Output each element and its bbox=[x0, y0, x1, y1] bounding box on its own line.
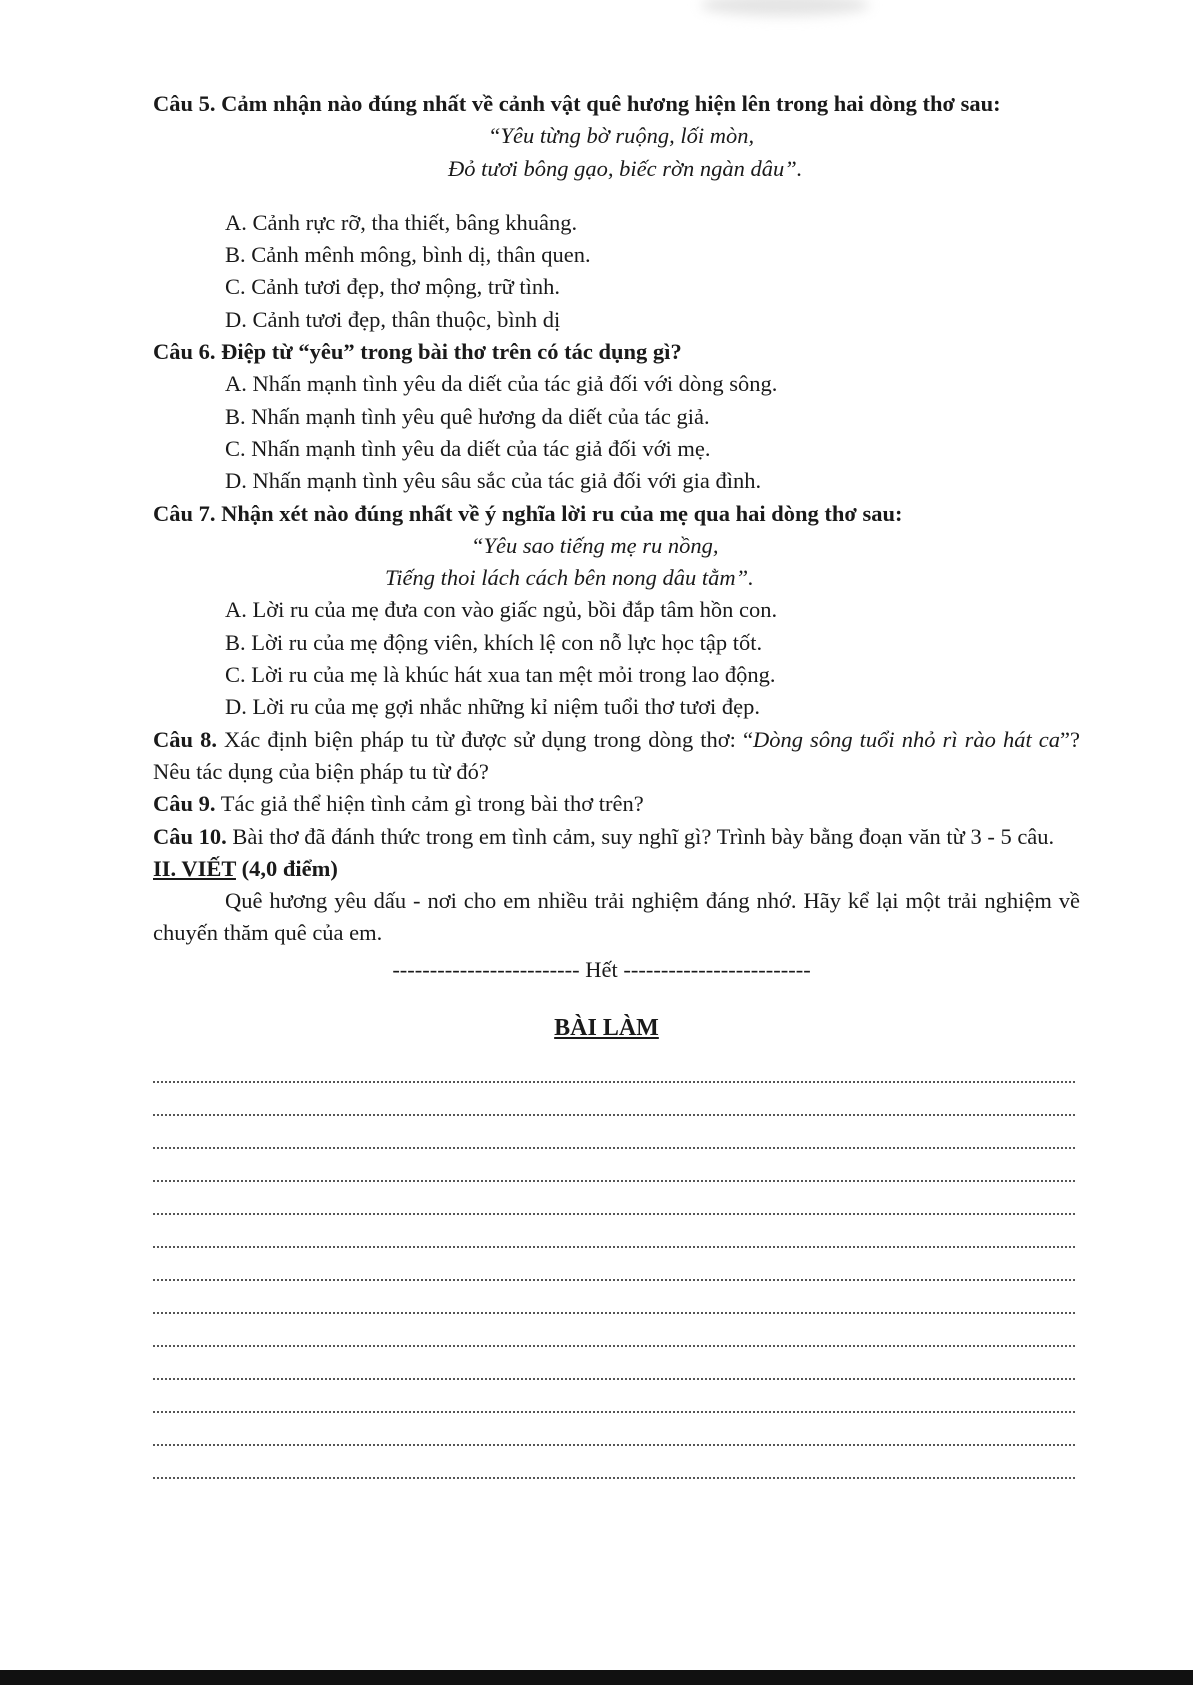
question-8-quote: Dòng sông tuổi nhỏ rì rào hát ca bbox=[752, 726, 1061, 752]
answer-line bbox=[153, 1083, 1075, 1116]
question-5-option-a: A. Cảnh rực rỡ, tha thiết, bâng khuâng. bbox=[225, 209, 578, 235]
answer-title: BÀI LÀM bbox=[554, 1015, 659, 1042]
answer-line bbox=[153, 1446, 1075, 1479]
question-7-option-b: B. Lời ru của mẹ động viên, khích lệ con nỗ lực học tập tốt. bbox=[225, 629, 763, 655]
question-5-option-d: D. Cảnh tươi đẹp, thân thuộc, bình dị bbox=[225, 306, 561, 332]
question-9 bbox=[153, 788, 1080, 820]
question-7-option-d: D. Lời ru của mẹ gợi nhắc những kỉ niệm tuổi thơ tươi đẹp. bbox=[225, 694, 761, 720]
end-marker: ------------------------- Hết ------------------------- bbox=[392, 956, 811, 982]
section-2-title: II. VIẾT bbox=[153, 855, 236, 881]
question-5-text: Cảm nhận nào đúng nhất về cảnh vật quê hương hiện lên trong hai dòng thơ sau: bbox=[215, 91, 1001, 116]
question-6-label: Câu 6. bbox=[153, 339, 216, 365]
question-7-poem-line-1: “Yêu sao tiếng mẹ ru nồng, bbox=[471, 532, 719, 558]
question-7-label: Câu 7. bbox=[153, 500, 216, 526]
question-6-option-c: C. Nhấn mạnh tình yêu da diết của tác giả đối với mẹ. bbox=[225, 435, 711, 461]
question-5-option-b: B. Cảnh mênh mông, bình dị, thân quen. bbox=[225, 242, 591, 268]
question-8-label: Câu 8. bbox=[153, 726, 217, 752]
question-10-label: Câu 10. bbox=[153, 823, 227, 849]
question-10 bbox=[153, 821, 1080, 853]
answer-line bbox=[153, 1314, 1075, 1347]
scan-edge-bar bbox=[0, 1670, 1193, 1685]
section-2-prompt: Quê hương yêu dấu - nơi cho em nhiều trải nghiệm đáng nhớ. Hãy kể lại một trải nghiệm về chuyến thăm quê của em. bbox=[153, 888, 1080, 946]
question-6-option-b: B. Nhấn mạnh tình yêu quê hương da diết của tác giả. bbox=[225, 403, 710, 429]
answer-line bbox=[153, 1182, 1075, 1215]
question-7-text: Nhận xét nào đúng nhất về ý nghĩa lời ru của mẹ qua hai dòng thơ sau: bbox=[215, 500, 903, 526]
question-8-text-after: ”? Nêu tác dụng của biện pháp tu từ đó? bbox=[153, 726, 1080, 784]
answer-line bbox=[153, 1149, 1075, 1182]
answer-line bbox=[153, 1116, 1075, 1149]
question-9-text: Tác giả thể hiện tình cảm gì trong bài thơ trên? bbox=[215, 791, 644, 817]
question-10-text: Bài thơ đã đánh thức trong em tình cảm, suy nghĩ gì? Trình bày bằng đoạn văn từ 3 - 5 câu. bbox=[226, 823, 1055, 849]
answer-line bbox=[153, 1380, 1075, 1413]
question-5-label: Câu 5. bbox=[153, 91, 216, 116]
answer-line bbox=[153, 1215, 1075, 1248]
answer-lines bbox=[153, 1050, 1080, 1479]
question-8-text-before: Xác định biện pháp tu từ được sử dụng trong dòng thơ: “ bbox=[216, 726, 753, 752]
question-8 bbox=[153, 724, 1080, 789]
question-7 bbox=[153, 498, 1080, 530]
exam-content bbox=[153, 88, 1080, 1479]
question-6 bbox=[153, 336, 1080, 368]
section-2-heading bbox=[153, 853, 1080, 885]
question-7-option-c: C. Lời ru của mẹ là khúc hát xua tan mệt mỏi trong lao động. bbox=[225, 662, 776, 688]
answer-line bbox=[153, 1050, 1075, 1083]
question-5-poem-line-2: Đỏ tươi bông gạo, biếc rờn ngàn dâu”. bbox=[448, 155, 803, 181]
section-2-points: (4,0 điểm) bbox=[235, 855, 338, 881]
answer-line bbox=[153, 1281, 1075, 1314]
question-7-poem-line-2: Tiếng thoi lách cách bên nong dâu tằm”. bbox=[385, 565, 754, 591]
question-6-option-a: A. Nhấn mạnh tình yêu da diết của tác giả đối với dòng sông. bbox=[225, 371, 778, 397]
answer-line bbox=[153, 1347, 1075, 1380]
question-9-label: Câu 9. bbox=[153, 791, 216, 817]
question-5-poem-line-1: “Yêu từng bờ ruộng, lối mòn, bbox=[488, 123, 755, 149]
question-5-option-c: C. Cảnh tươi đẹp, thơ mộng, trữ tình. bbox=[225, 274, 561, 300]
question-7-option-a: A. Lời ru của mẹ đưa con vào giấc ngủ, bồi đắp tâm hồn con. bbox=[225, 597, 778, 623]
scan-smudge bbox=[700, 0, 870, 16]
question-6-option-d: D. Nhấn mạnh tình yêu sâu sắc của tác giả đối với gia đình. bbox=[225, 468, 762, 494]
answer-line bbox=[153, 1413, 1075, 1446]
answer-line bbox=[153, 1248, 1075, 1281]
question-5 bbox=[153, 88, 1080, 120]
question-6-text: Điệp từ “yêu” trong bài thơ trên có tác dụng gì? bbox=[215, 339, 682, 365]
